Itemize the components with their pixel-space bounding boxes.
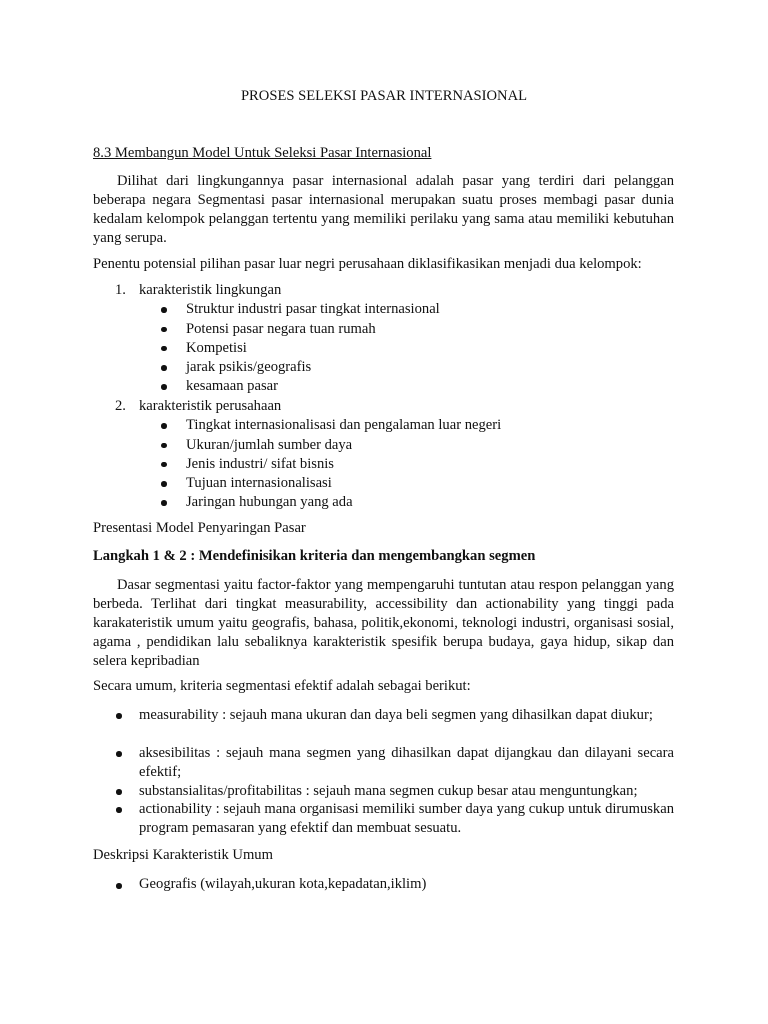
criteria-intro: Secara umum, kriteria segmentasi efektif adalah sebagai berikut:: [93, 678, 471, 694]
bullet-icon: [161, 346, 167, 352]
bullet-icon: [161, 481, 167, 487]
criteria-substansialitas: substansialitas/profitabilitas : sejauh mana segmen cukup besar atau menguntungkan;: [139, 783, 638, 799]
bullet-icon: [161, 384, 167, 390]
group-label: karakteristik lingkungan: [139, 282, 282, 298]
bullet-text: Ukuran/jumlah sumber daya: [186, 436, 353, 453]
bullet-text: Kompetisi: [186, 339, 247, 356]
bullet-icon: [161, 500, 167, 506]
bullet-text: Jenis industri/ sifat bisnis: [186, 455, 334, 472]
bullet-icon: [161, 365, 167, 371]
intro-paragraph: Dilihat dari lingkungannya pasar internasional adalah pasar yang terdiri dari pelanggan beberapa negara Segmentasi pasar internasional merupakan suatu proses membagi pasar dunia kedalam kelompok pelanggan tertentu yang memiliki perilaku yang sama atau memiliki kebutuhan yang serupa.: [93, 173, 674, 246]
list-number: 2.: [115, 398, 126, 414]
basis-paragraph: Dasar segmentasi yaitu factor-faktor yang mempengaruhi tuntutan atau respon pelanggan yang berbeda. Terlihat dari tingkat measurability, accessibility dan actionability yang tinggi pada karakateristik umum yaitu geografis, bahasa, politik,ekonomi, teknologi industri, organisasi sosial, agama , pendidikan lalu sebaliknya karakteristik spesifik berupa budaya, gaya hidup, sikap dan selera kepribadian: [93, 577, 674, 669]
bullet-icon: [116, 751, 122, 757]
bullet-icon: [116, 713, 122, 719]
bullet-icon: [116, 789, 122, 795]
bullet-text: Jaringan hubungan yang ada: [186, 494, 353, 511]
criteria-actionability: actionability : sejauh mana organisasi memiliki sumber daya yang cukup untuk dirumuskan program pemasaran yang efektif dan membuat sesuatu.: [139, 801, 674, 836]
bullet-text: Struktur industri pasar tingkat internasional: [186, 301, 440, 318]
bullet-text: Tujuan internasionalisasi: [186, 475, 332, 492]
section-heading: 8.3 Membangun Model Untuk Seleksi Pasar Internasional: [93, 145, 432, 161]
document-title: PROSES SELEKSI PASAR INTERNASIONAL: [240, 88, 528, 104]
bullet-icon: [116, 807, 122, 813]
bullet-text: Potensi pasar negara tuan rumah: [186, 320, 376, 337]
determinant-sentence: Penentu potensial pilihan pasar luar negri perusahaan diklasifikasikan menjadi dua kelompok:: [93, 256, 642, 272]
bullet-icon: [161, 462, 167, 468]
bullet-icon: [161, 307, 167, 313]
bullet-text: kesamaan pasar: [186, 378, 278, 395]
bullet-text: Tingkat internasionalisasi dan pengalaman luar negeri: [186, 417, 502, 434]
bullet-icon: [161, 443, 167, 449]
bullet-icon: [116, 883, 122, 889]
bullet-icon: [161, 423, 167, 429]
bullet-icon: [161, 327, 167, 333]
criteria-measurability: measurability : sejauh mana ukuran dan daya beli segmen yang dihasilkan dapat diukur;: [139, 707, 653, 723]
list-number: 1.: [115, 282, 126, 298]
general-characteristic-geografis: Geografis (wilayah,ukuran kota,kepadatan,iklim): [139, 876, 427, 892]
step-heading: Langkah 1 & 2 : Mendefinisikan kriteria dan mengembangkan segmen: [93, 548, 536, 564]
description-heading: Deskripsi Karakteristik Umum: [93, 847, 273, 863]
bullet-text: jarak psikis/geografis: [186, 359, 312, 376]
model-heading: Presentasi Model Penyaringan Pasar: [93, 520, 306, 536]
group-label: karakteristik perusahaan: [139, 398, 282, 414]
criteria-aksesibilitas: aksesibilitas : sejauh mana segmen yang dihasilkan dapat dijangkau dan dilayani secara efektif;: [139, 745, 674, 780]
